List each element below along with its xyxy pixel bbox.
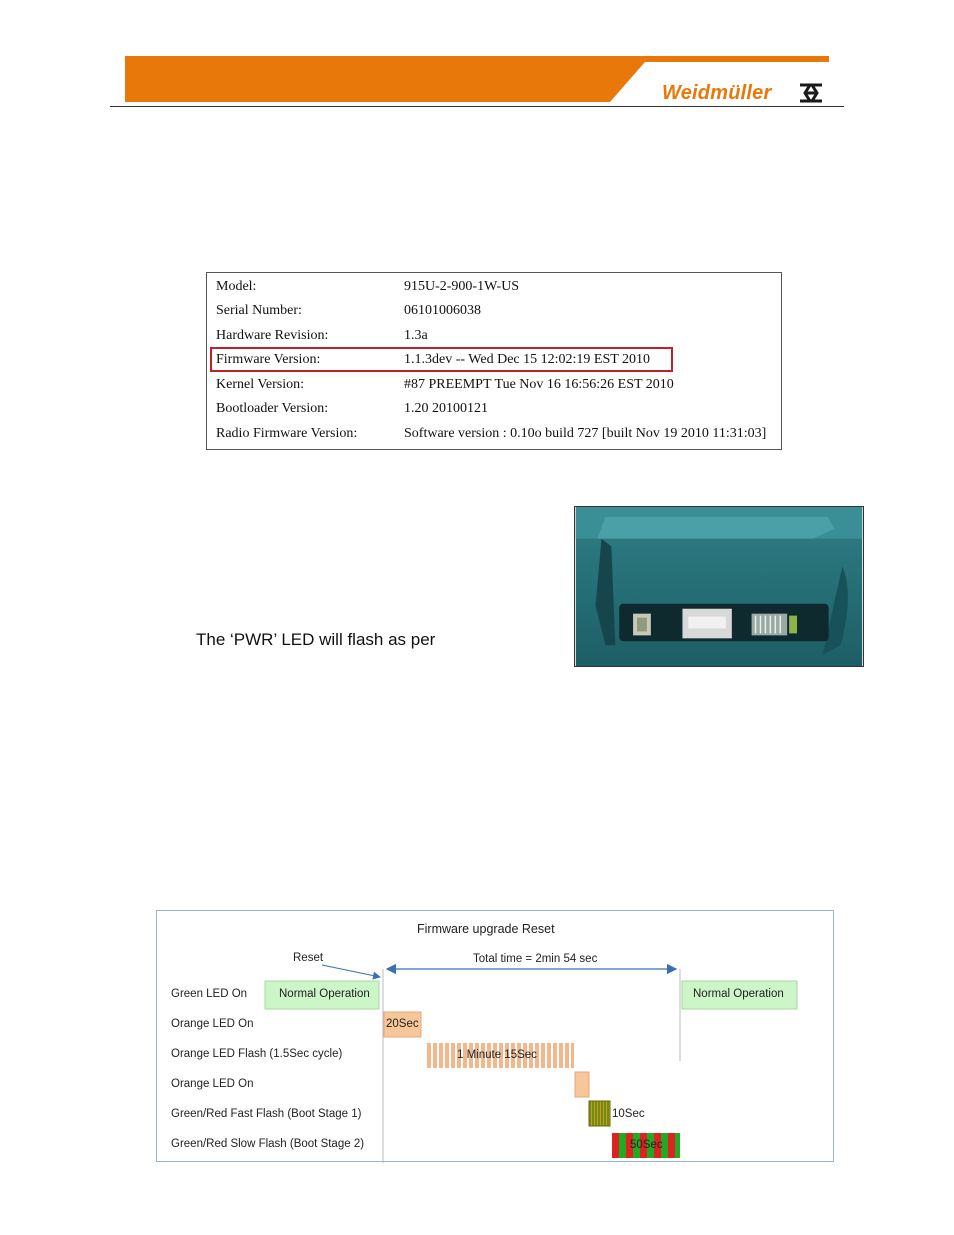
timeline-graphics [157, 911, 835, 1163]
info-value: Software version : 0.10o build 727 [built Nov 19 2010 11:31:03] [404, 426, 767, 441]
info-label: Firmware Version: [216, 352, 321, 367]
row-label: Green/Red Fast Flash (Boot Stage 1) [171, 1108, 362, 1120]
info-value: 915U-2-900-1W-US [404, 279, 520, 294]
row-label: Orange LED On [171, 1018, 254, 1030]
info-value: 1.20 20100121 [404, 401, 488, 416]
reset-pointer-arrow [322, 965, 380, 977]
info-value: 1.3a [404, 328, 428, 343]
chart-title: Firmware upgrade Reset [417, 922, 555, 936]
bar-label-orange-on: 20Sec [386, 1018, 419, 1030]
info-label: Radio Firmware Version: [216, 426, 358, 441]
info-label: Hardware Revision: [216, 328, 329, 343]
info-label: Model: [216, 279, 257, 294]
weidmuller-logo-icon [798, 82, 824, 104]
info-label: Kernel Version: [216, 377, 304, 392]
row-label: Orange LED On [171, 1078, 254, 1090]
firmware-reset-timeline [156, 910, 834, 1162]
bar-orange-on-2 [575, 1072, 589, 1097]
device-usb-port-photo [574, 506, 864, 667]
brand-name: Weidmüller [662, 82, 772, 104]
firmware-highlight-box [210, 347, 673, 372]
info-label: Bootloader Version: [216, 401, 329, 416]
total-time-label: Total time = 2min 54 sec [473, 953, 598, 965]
bar-label-slow-flash: 50Sec [630, 1139, 663, 1151]
row-label: Orange LED Flash (1.5Sec cycle) [171, 1048, 343, 1060]
row-label: Green/Red Slow Flash (Boot Stage 2) [171, 1138, 365, 1150]
bar-label-fast-flash: 10Sec [612, 1108, 645, 1120]
bar-label-orange-flash: 1 Minute 15Sec [457, 1049, 537, 1061]
info-value: 1.1.3dev -- Wed Dec 15 12:02:19 EST 2010 [404, 352, 651, 367]
reset-label: Reset [293, 952, 324, 964]
bar-label-normal-before: Normal Operation [279, 988, 370, 1000]
info-value: #87 PREEMPT Tue Nov 16 16:56:26 EST 2010 [404, 377, 674, 392]
info-label: Serial Number: [216, 303, 302, 318]
info-value: 06101006038 [404, 303, 481, 318]
header-rule [110, 106, 844, 107]
row-label: Green LED On [171, 988, 248, 1000]
pwr-led-text: The ‘PWR’ LED will flash as per [196, 630, 436, 649]
bar-fast-flash [589, 1101, 610, 1126]
bar-label-normal-after: Normal Operation [693, 988, 784, 1000]
